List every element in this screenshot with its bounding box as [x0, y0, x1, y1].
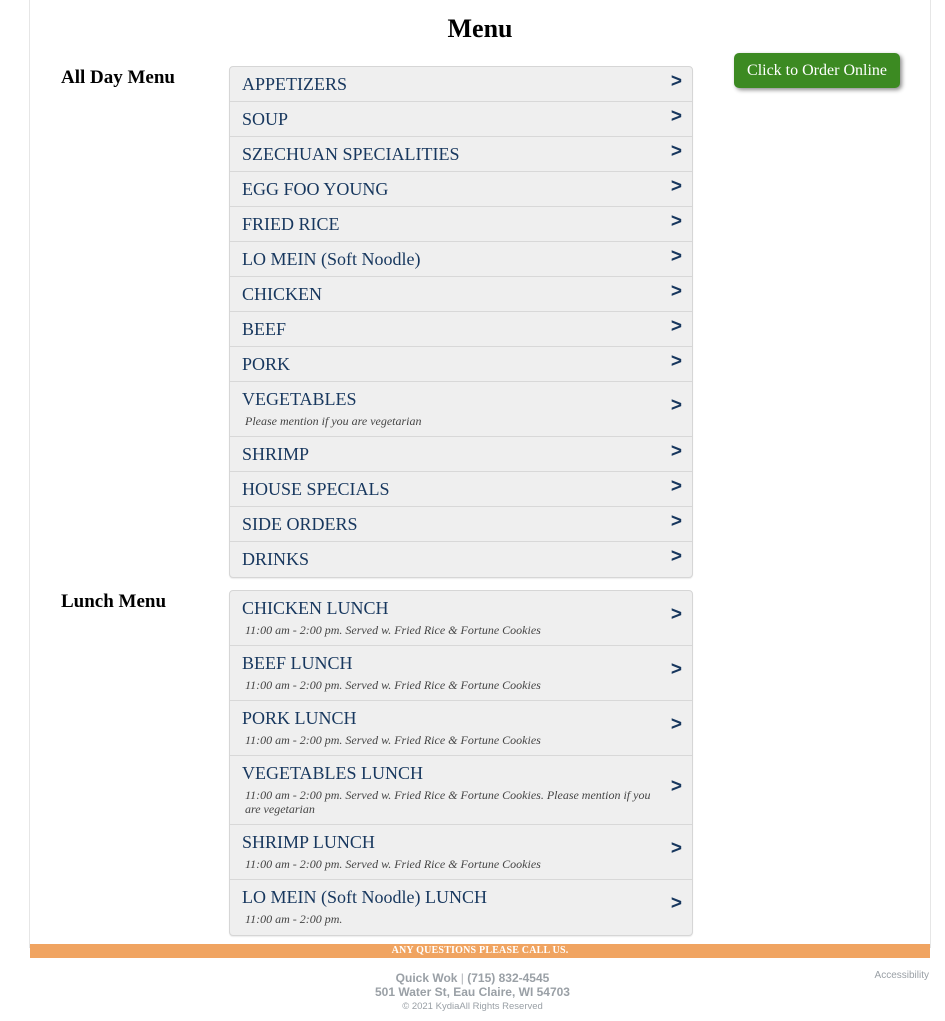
accessibility-link[interactable]: Accessibility: [874, 970, 929, 981]
menu-category-vegetables[interactable]: [230, 382, 692, 437]
menu-category-label: SZECHUAN SPECIALITIES: [242, 144, 460, 164]
menu-category-description: 11:00 am - 2:00 pm. Served w. Fried Rice & Fortune Cookies. Please mention if you are vegetarian: [245, 788, 651, 816]
chevron-right-icon: >: [670, 441, 682, 462]
footer-address: 501 Water St, Eau Claire, WI 54703: [375, 985, 570, 999]
menu-category-shrimp[interactable]: [230, 437, 692, 472]
menu-category-szechuan-specialities[interactable]: [230, 137, 692, 172]
menu-category-description: Please mention if you are vegetarian: [245, 414, 422, 428]
menu-category-appetizers[interactable]: [230, 67, 692, 102]
chevron-right-icon: >: [670, 211, 682, 232]
menu-category-beef-lunch[interactable]: [230, 646, 692, 701]
menu-category-label: BEEF LUNCH: [242, 653, 353, 673]
footer-brand-link[interactable]: Kydia: [435, 1001, 460, 1012]
footer-business-name[interactable]: Quick Wok: [395, 971, 458, 985]
chevron-right-icon: >: [670, 714, 682, 735]
menu-category-pork-lunch[interactable]: [230, 701, 692, 756]
chevron-right-icon: >: [670, 604, 682, 625]
menu-category-soup[interactable]: [230, 102, 692, 137]
menu-category-chicken[interactable]: [230, 277, 692, 312]
menu-category-label: APPETIZERS: [242, 74, 348, 94]
menu-category-description: 11:00 am - 2:00 pm. Served w. Fried Rice & Fortune Cookies: [245, 857, 541, 871]
chevron-right-icon: >: [670, 838, 682, 859]
chevron-right-icon: >: [670, 776, 682, 797]
chevron-right-icon: >: [670, 395, 682, 416]
menu-category-label: LO MEIN (Soft Noodle) LUNCH: [242, 887, 487, 907]
lunch-menu-heading: Lunch Menu: [61, 591, 167, 612]
page-container: [29, 0, 931, 948]
chevron-right-icon: >: [670, 106, 682, 127]
all-day-menu-list: [229, 66, 693, 578]
chevron-right-icon: >: [670, 176, 682, 197]
menu-category-label: VEGETABLES LUNCH: [242, 763, 424, 783]
menu-category-vegetables-lunch[interactable]: [230, 756, 692, 825]
footer-rights: All Rights Reserved: [459, 1001, 543, 1012]
menu-category-label: PORK LUNCH: [242, 708, 357, 728]
menu-category-beef[interactable]: [230, 312, 692, 347]
menu-category-label: FRIED RICE: [242, 214, 340, 234]
footer-phone-link[interactable]: (715) 832-4545: [467, 971, 550, 985]
menu-category-label: LO MEIN (Soft Noodle): [242, 249, 421, 269]
menu-category-label: BEEF: [242, 319, 287, 339]
menu-category-label: VEGETABLES: [242, 389, 357, 409]
menu-category-chicken-lunch[interactable]: [230, 591, 692, 646]
chevron-right-icon: >: [670, 659, 682, 680]
footer-call-bar: ANY QUESTIONS PLEASE CALL US.: [30, 944, 930, 958]
chevron-right-icon: >: [670, 511, 682, 532]
menu-category-side-orders[interactable]: [230, 507, 692, 542]
order-online-button[interactable]: Click to Order Online: [734, 53, 900, 88]
chevron-right-icon: >: [670, 141, 682, 162]
all-day-menu-heading: All Day Menu: [61, 67, 175, 88]
menu-category-shrimp-lunch[interactable]: [230, 825, 692, 880]
menu-category-fried-rice[interactable]: [230, 207, 692, 242]
menu-category-label: SHRIMP LUNCH: [242, 832, 375, 852]
lunch-menu-list: [229, 590, 693, 936]
footer-separator: |: [460, 971, 464, 985]
menu-category-label: CHICKEN LUNCH: [242, 598, 389, 618]
chevron-right-icon: >: [670, 351, 682, 372]
menu-category-pork[interactable]: [230, 347, 692, 382]
menu-category-label: SIDE ORDERS: [242, 514, 358, 534]
chevron-right-icon: >: [670, 71, 682, 92]
menu-category-label: SOUP: [242, 109, 289, 129]
menu-category-description: 11:00 am - 2:00 pm. Served w. Fried Rice & Fortune Cookies: [245, 678, 541, 692]
menu-category-drinks[interactable]: [230, 542, 692, 577]
chevron-right-icon: >: [670, 546, 682, 567]
menu-category-egg-foo-young[interactable]: [230, 172, 692, 207]
menu-category-house-specials[interactable]: [230, 472, 692, 507]
menu-category-description: 11:00 am - 2:00 pm. Served w. Fried Rice & Fortune Cookies: [245, 733, 541, 747]
menu-category-label: EGG FOO YOUNG: [242, 179, 389, 199]
menu-category-description: 11:00 am - 2:00 pm. Served w. Fried Rice & Fortune Cookies: [245, 623, 541, 637]
menu-category-label: SHRIMP: [242, 444, 310, 464]
page-title: Menu: [447, 14, 513, 43]
chevron-right-icon: >: [670, 281, 682, 302]
chevron-right-icon: >: [670, 893, 682, 914]
menu-category-label: CHICKEN: [242, 284, 322, 304]
menu-category-lo-mein-soft-noodle-lunch[interactable]: [230, 880, 692, 935]
chevron-right-icon: >: [670, 316, 682, 337]
menu-category-lo-mein-soft-noodle[interactable]: [230, 242, 692, 277]
chevron-right-icon: >: [670, 476, 682, 497]
menu-category-description: 11:00 am - 2:00 pm.: [245, 912, 343, 926]
menu-category-label: HOUSE SPECIALS: [242, 479, 390, 499]
menu-category-label: PORK: [242, 354, 291, 374]
footer: [0, 971, 945, 1015]
menu-category-label: DRINKS: [242, 549, 310, 569]
footer-copyright: © 2021: [402, 1001, 433, 1012]
chevron-right-icon: >: [670, 246, 682, 267]
